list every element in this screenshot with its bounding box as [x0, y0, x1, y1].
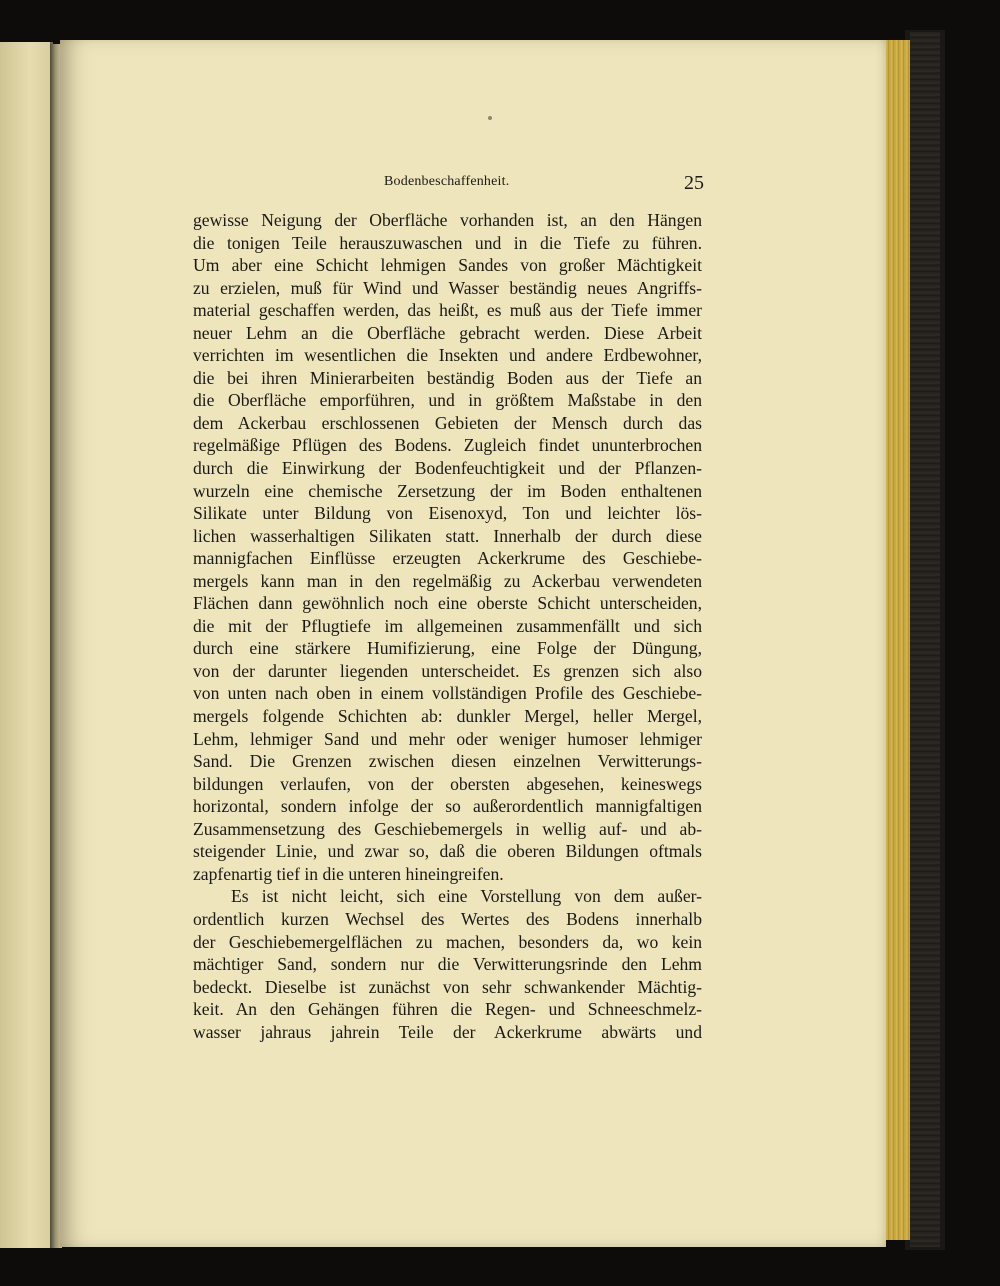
text-line: wurzeln eine chemische Zersetzung der im Boden enthaltenen — [193, 480, 702, 501]
text-line: die bei ihren Minierarbeiten beständig Boden aus der Tiefe an — [193, 367, 702, 388]
text-line: zu erzielen, muß für Wind und Wasser beständig neues Angriffs- — [193, 277, 702, 298]
text-line: durch eine stärkere Humifizierung, eine Folge der Düngung, — [193, 638, 702, 659]
text-line: material geschaffen werden, das heißt, es muß aus der Tiefe immer — [193, 300, 702, 321]
text-line: Zusammensetzung des Geschiebemergels in wellig auf- und ab- — [193, 818, 702, 839]
text-line: Flächen dann gewöhnlich noch eine oberste Schicht unterscheiden, — [193, 593, 702, 614]
text-line: lichen wasserhaltigen Silikaten statt. Innerhalb der durch diese — [193, 525, 702, 546]
text-line: die Oberfläche emporführen, und in größtem Maßstabe in den — [193, 390, 702, 411]
text-line: von der darunter liegenden unterscheidet. Es grenzen sich also — [193, 660, 702, 681]
cover-edge — [910, 32, 940, 1247]
text-line: zapfenartig tief in die unteren hineingreifen. — [193, 863, 504, 884]
text-line: regelmäßige Pflügen des Bodens. Zugleich findet ununterbrochen — [193, 435, 702, 456]
text-line: neuer Lehm an die Oberfläche gebracht werden. Diese Arbeit — [193, 322, 702, 343]
page-number: 25 — [684, 172, 704, 194]
text-line: Es ist nicht leicht, sich eine Vorstellung von dem außer- — [231, 886, 702, 907]
text-line: gewisse Neigung der Oberfläche vorhanden ist, an den Hängen — [193, 210, 702, 230]
text-line: verrichten im wesentlichen die Insekten und andere Erdbewohner, — [193, 345, 702, 366]
facing-page-edge — [0, 42, 53, 1248]
text-line: Lehm, lehmiger Sand und mehr oder weniger humoser lehmiger — [193, 728, 702, 749]
text-line: mannigfachen Einflüsse erzeugten Ackerkrume des Geschiebe- — [193, 548, 702, 569]
text-line: bedeckt. Dieselbe ist zunächst von sehr schwankender Mächtig- — [193, 976, 702, 997]
text-line: Sand. Die Grenzen zwischen diesen einzelnen Verwitterungs- — [193, 751, 702, 772]
text-line: ordentlich kurzen Wechsel des Wertes des Bodens innerhalb — [193, 908, 702, 929]
text-line: dem Ackerbau erschlossenen Gebieten der Mensch durch das — [193, 412, 702, 433]
body-text — [193, 209, 702, 1043]
text-line: die mit der Pflugtiefe im allgemeinen zusammenfällt und sich — [193, 615, 702, 636]
text-line: keit. An den Gehängen führen die Regen- und Schneeschmelz- — [193, 999, 702, 1020]
text-line: Um aber eine Schicht lehmigen Sandes von großer Mächtigkeit — [193, 255, 702, 276]
text-line: die tonigen Teile herauszuwaschen und in die Tiefe zu führen. — [193, 232, 702, 253]
text-line: steigender Linie, und zwar so, daß die oberen Bildungen oftmals — [193, 841, 702, 862]
text-line: mergels kann man in den regelmäßig zu Ackerbau verwendeten — [193, 570, 702, 591]
paper-speck — [488, 116, 492, 120]
text-line: bildungen verlaufen, von der obersten abgesehen, keineswegs — [193, 773, 702, 794]
text-line: wasser jahraus jahrein Teile der Ackerkrume abwärts und — [193, 1021, 702, 1042]
running-head: Bodenbeschaffenheit. — [384, 174, 510, 189]
text-line: von unten nach oben in einem vollständigen Profile des Geschiebe- — [193, 683, 702, 704]
text-line: mergels folgende Schichten ab: dunkler Mergel, heller Mergel, — [193, 706, 702, 727]
text-line: mächtiger Sand, sondern nur die Verwitterungsrinde den Lehm — [193, 954, 702, 975]
text-line: durch die Einwirkung der Bodenfeuchtigkeit und der Pflanzen- — [193, 458, 702, 479]
text-line: horizontal, sondern infolge der so außerordentlich mannigfaltigen — [193, 796, 702, 817]
text-line: der Geschiebemergelflächen zu machen, besonders da, wo kein — [193, 931, 702, 952]
text-line: Silikate unter Bildung von Eisenoxyd, Ton und leichter lös- — [193, 503, 702, 524]
